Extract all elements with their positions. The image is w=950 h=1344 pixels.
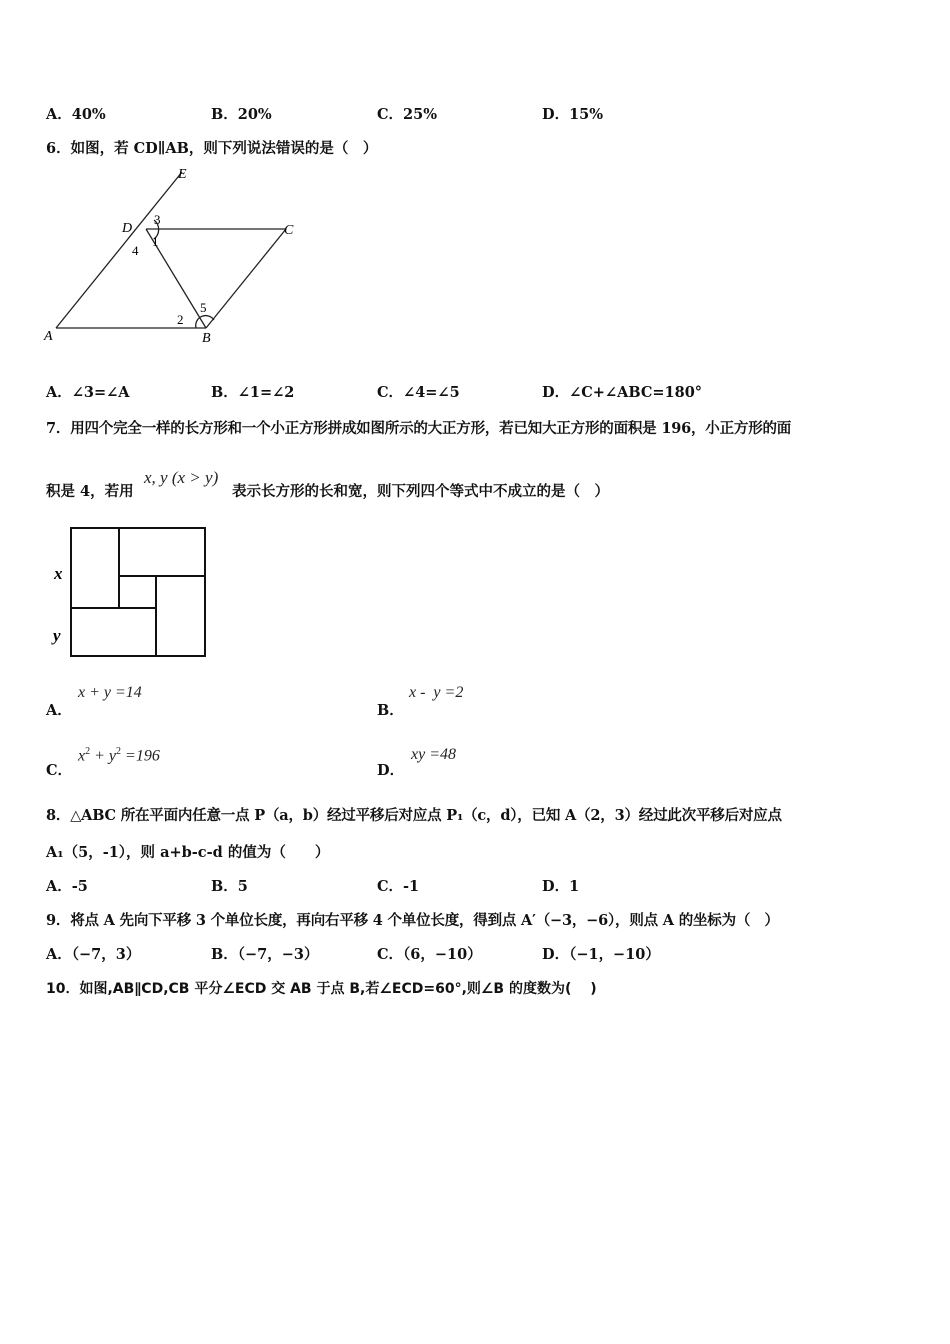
q7-stem-line1: 7．用四个完全一样的长方形和一个小正方形拼成如图所示的大正方形，若已知大正方形的面积是 196，小正方形的面 [46, 420, 792, 437]
q9-option-c: C．（6，−10） [377, 946, 482, 963]
q9-option-a: A．（−7，3） [46, 946, 141, 963]
q6-figure [40, 162, 310, 352]
label-angle-5: 5 [200, 300, 207, 315]
q7-option-b-label: B． [377, 702, 404, 719]
big-square [71, 528, 205, 656]
label-a: A [44, 329, 53, 344]
q7-stem-math: x, y (x > y) [144, 468, 219, 487]
label-b: B [202, 331, 211, 346]
label-angle-4: 4 [132, 243, 139, 258]
label-angle-3: 3 [154, 212, 161, 227]
label-angle-2: 2 [177, 312, 184, 327]
q9-option-b: B．（−7，−3） [211, 946, 319, 963]
q10-stem: 10．如图,AB∥CD,CB 平分∠ECD 交 AB 于点 B,若∠ECD=60°,则∠B 的度数为( ) [46, 981, 597, 997]
q7-option-c-label: C． [46, 762, 73, 779]
q6-option-d: D．∠C+∠ABC=180° [542, 384, 703, 401]
q7-stem-line2-post: 表示长方形的长和宽，则下列四个等式中不成立的是（ ） [232, 483, 609, 500]
q5-option-d: D．15% [542, 106, 604, 123]
q8-stem-line1: 8．△ABC 所在平面内任意一点 P（a，b）经过平移后对应点 P₁（c，d），已知 A（2，3）经过此次平移后对应点 [46, 807, 782, 824]
q8-option-c: C．-1 [377, 878, 420, 895]
q6-stem: 6．如图，若 CD∥AB，则下列说法错误的是（ ） [46, 140, 378, 157]
q5-option-b: B．20% [211, 106, 272, 123]
label-c: C [284, 223, 294, 238]
label-y: y [53, 626, 61, 645]
q7-option-d-label: D． [377, 762, 405, 779]
q7-figure [48, 520, 218, 665]
q6-option-c: C．∠4=∠5 [377, 384, 460, 401]
label-angle-1: 1 [152, 234, 159, 249]
q6-option-a: A．∠3=∠A [46, 384, 130, 401]
q7-option-b-expr: x - y =2 [409, 684, 464, 701]
line-ae [56, 172, 182, 328]
q8-option-d: D．1 [542, 878, 580, 895]
q8-option-b: B．5 [211, 878, 248, 895]
q8-option-a: A．-5 [46, 878, 88, 895]
label-x: x [54, 564, 63, 583]
q7-stem-line2-pre: 积是 4，若用 [46, 483, 134, 500]
q9-option-d: D．（−1，−10） [542, 946, 660, 963]
q6-option-b: B．∠1=∠2 [211, 384, 295, 401]
q7-option-a-expr: x + y =14 [78, 684, 142, 701]
q8-stem-line2: A₁（5，-1），则 a+b-c-d 的值为（ ） [46, 844, 330, 861]
q9-stem: 9．将点 A 先向下平移 3 个单位长度，再向右平移 4 个单位长度，得到点 A′（−3，−6），则点 A 的坐标为（ ） [46, 912, 779, 929]
q5-option-a: A．40% [46, 106, 106, 123]
q5-option-c: C．25% [377, 106, 437, 123]
q7-option-a-label: A． [46, 702, 72, 719]
q7-option-c-expr: $x^2 + y^2 =196$ [78, 746, 160, 765]
label-d: D [122, 221, 133, 236]
line-bc [206, 229, 286, 328]
label-e: E [178, 167, 187, 182]
q7-option-d-expr: xy =48 [411, 746, 456, 763]
